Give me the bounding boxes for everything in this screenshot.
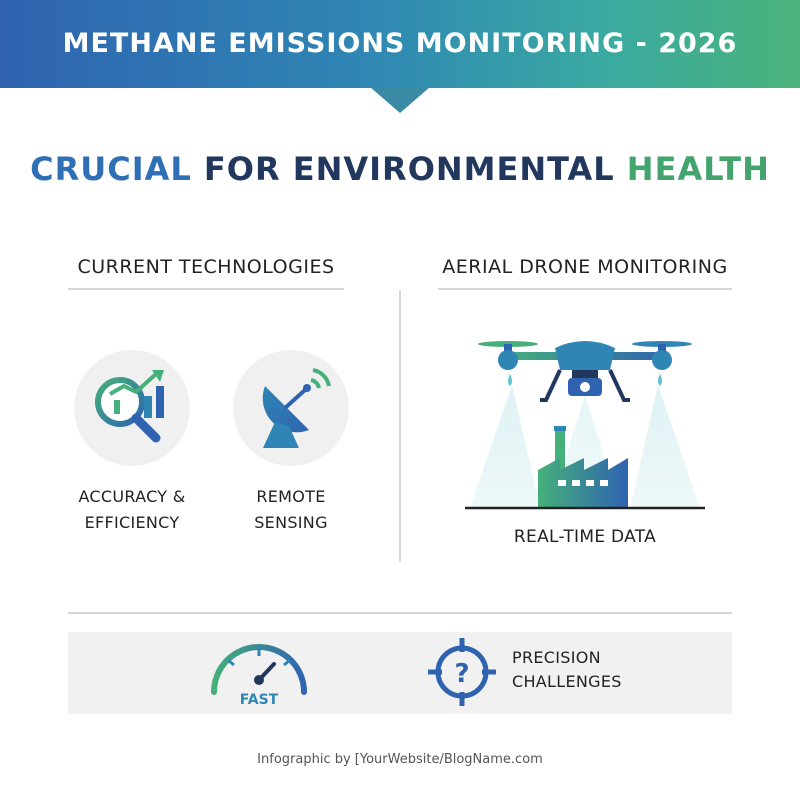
magnifier-chart-icon — [74, 350, 190, 466]
real-time-data-caption: REAL-TIME DATA — [513, 527, 657, 547]
current-technologies-heading: CURRENT TECHNOLOGIES — [77, 256, 335, 278]
aerial-drone-heading: AERIAL DRONE MONITORING — [442, 256, 728, 278]
accuracy-efficiency-label: ACCURACY & EFFICIENCY — [78, 487, 186, 532]
remote-sensing-label: REMOTE SENSING — [254, 487, 328, 532]
header-notch — [370, 87, 430, 113]
footer-credit: Infographic by [YourWebsite/BlogName.com — [257, 752, 543, 767]
subtitle — [0, 150, 800, 188]
svg-text:?: ? — [454, 659, 470, 689]
drone-factory-icon — [460, 330, 710, 515]
speedometer-icon — [206, 634, 312, 698]
bottom-rule — [68, 612, 732, 614]
subtitle-word-crucial: CRUCIAL — [30, 150, 192, 188]
left-heading-rule — [68, 288, 344, 290]
column-divider — [399, 290, 401, 562]
precision-challenges-label: PRECISION CHALLENGES — [512, 648, 622, 691]
subtitle-word-health: HEALTH — [626, 150, 770, 188]
page-title: METHANE EMISSIONS MONITORING - 2026 — [62, 28, 738, 59]
subtitle-word-environmental: FOR ENVIRONMENTAL — [203, 150, 615, 188]
fast-label: FAST — [239, 692, 279, 708]
right-heading-rule — [438, 288, 732, 290]
crosshair-question-icon — [426, 636, 498, 708]
satellite-dish-icon — [233, 350, 349, 466]
